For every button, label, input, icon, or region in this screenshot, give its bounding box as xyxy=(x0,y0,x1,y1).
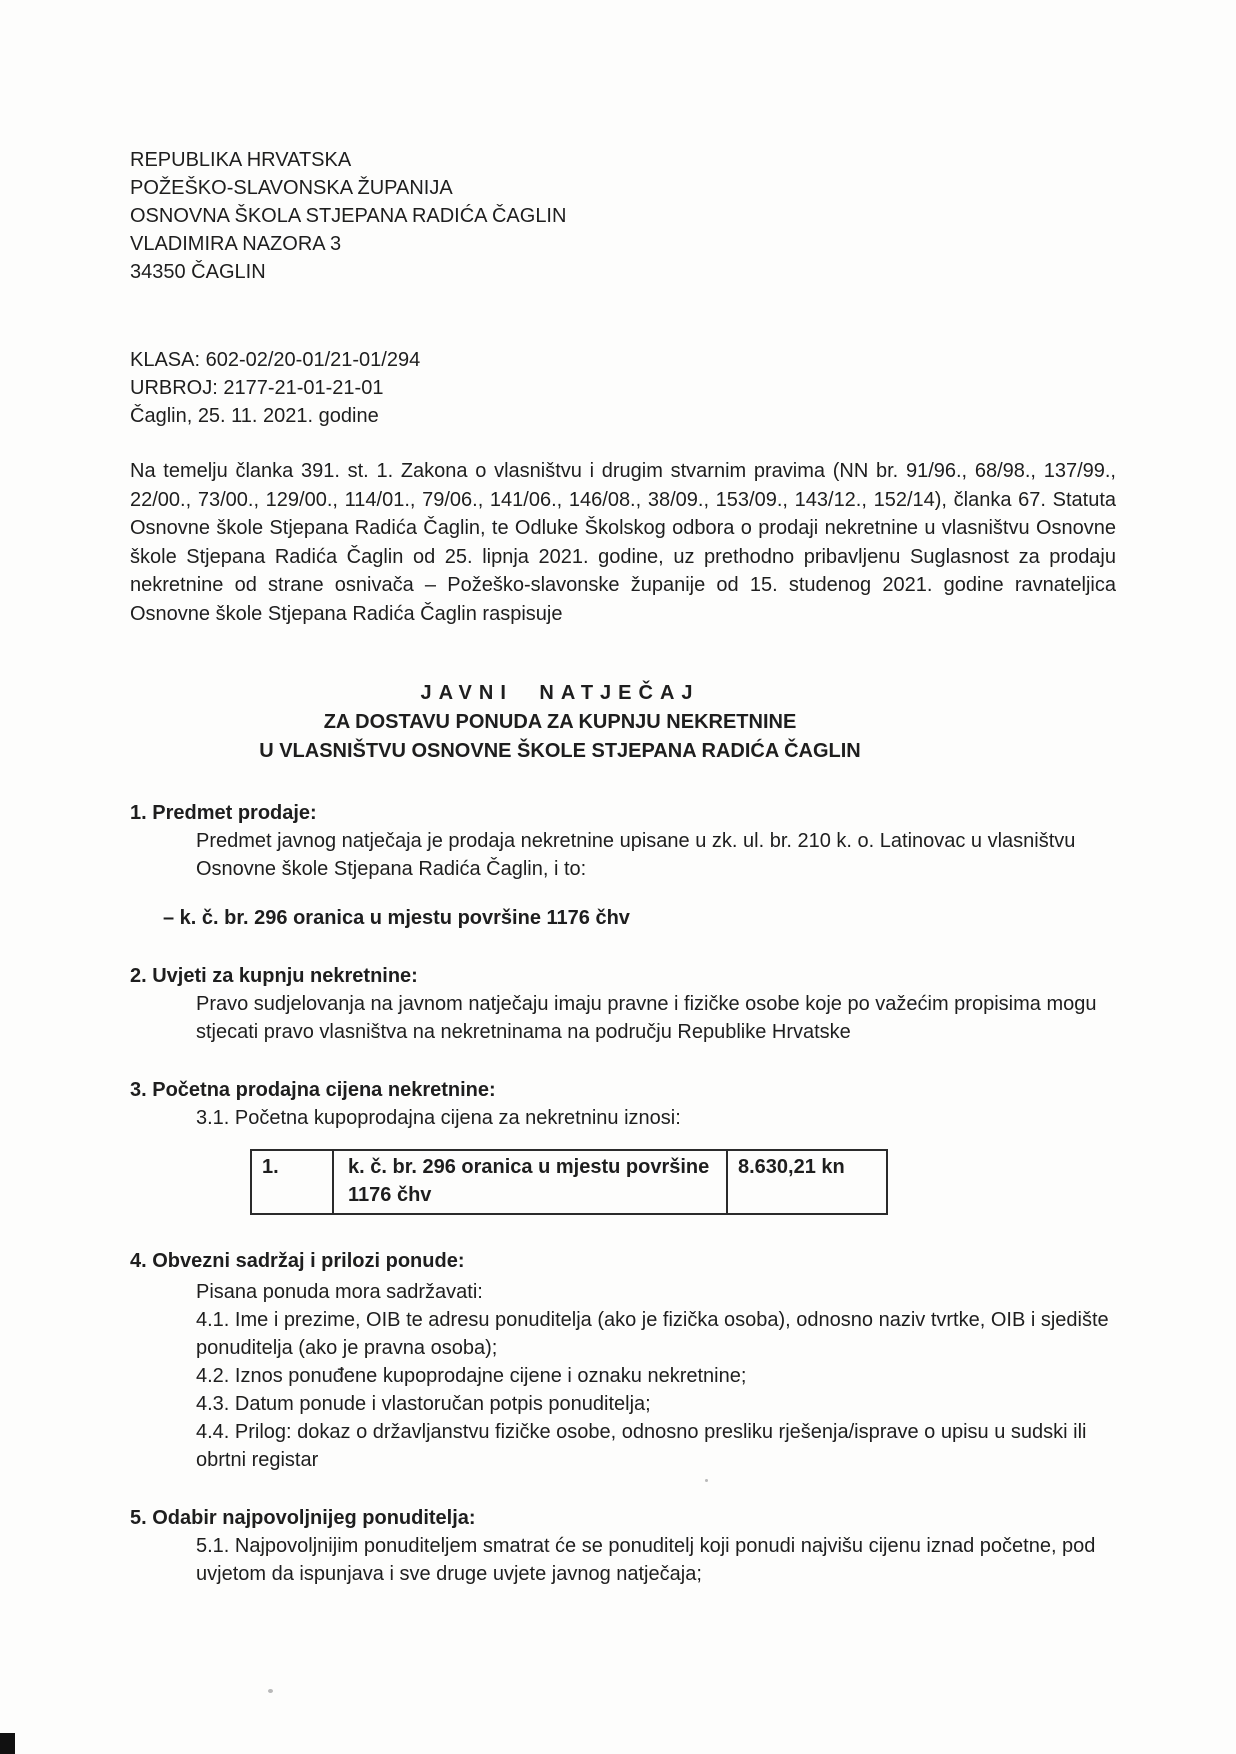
price-table-price: 8.630,21 kn xyxy=(727,1150,887,1214)
section-4-items xyxy=(196,1306,1116,1474)
price-table-row-number: 1. xyxy=(251,1150,333,1214)
price-table-parcel-description: k. č. br. 296 oranica u mjestu površine 1176 čhv xyxy=(333,1150,727,1214)
section-3-heading: 3. Početna prodajna cijena nekretnine: xyxy=(130,1079,496,1101)
header-line-school: OSNOVNA ŠKOLA STJEPANA RADIĆA ČAGLIN xyxy=(130,205,567,227)
scan-speck xyxy=(705,1479,708,1482)
section-5-body: 5.1. Najpovoljnijim ponuditeljem smatrat će se ponuditelj koji ponudi najvišu cijenu iznad početne, pod uvjetom da ispunjava i sve druge uvjete javnog natječaja; xyxy=(196,1535,1096,1585)
urbroj-line: URBROJ: 2177-21-01-21-01 xyxy=(130,377,384,399)
document-subtitle-1: ZA DOSTAVU PONUDA ZA KUPNJU NEKRETNINE xyxy=(323,711,797,733)
section-4-intro: Pisana ponuda mora sadržavati: xyxy=(196,1281,483,1303)
klasa-line: KLASA: 602-02/20-01/21-01/294 xyxy=(130,349,421,371)
section-1-heading: 1. Predmet prodaje: xyxy=(130,802,317,824)
header-line-city: 34350 ČAGLIN xyxy=(130,261,266,283)
section-4-item-2: 4.2. Iznos ponuđene kupoprodajne cijene i oznaku nekretnine; xyxy=(196,1365,747,1387)
section-5-heading: 5. Odabir najpovoljnijeg ponuditelja: xyxy=(130,1507,476,1529)
sender-address-block xyxy=(130,146,1116,286)
section-4-item-3: 4.3. Datum ponude i vlastoručan potpis ponuditelja; xyxy=(196,1393,651,1415)
document-content xyxy=(130,0,1116,1588)
section-3-subitem: 3.1. Početna kupoprodajna cijena za nekretninu iznosi: xyxy=(196,1107,681,1129)
price-table xyxy=(250,1149,888,1215)
section-4-item-1: 4.1. Ime i prezime, OIB te adresu ponuditelja (ako je fizička osoba), odnosno naziv tvrtke, OIB i sjedište ponuditelja (ako je pravna osoba); xyxy=(196,1309,1109,1359)
header-line-country: REPUBLIKA HRVATSKA xyxy=(130,149,352,171)
title-block xyxy=(130,679,990,766)
section-1-parcel-line: – k. č. br. 296 oranica u mjestu površine 1176 čhv xyxy=(163,907,630,929)
place-date-line: Čaglin, 25. 11. 2021. godine xyxy=(130,405,379,427)
scan-speck xyxy=(268,1689,273,1693)
document-title: JAVNI NATJEČAJ xyxy=(420,682,700,704)
price-table-row xyxy=(251,1150,887,1214)
section-2-body: Pravo sudjelovanja na javnom natječaju imaju pravne i fizičke osobe koje po važećim propisima mogu stjecati pravo vlasništva na nekretninama na području Republike Hrvatske xyxy=(196,993,1097,1043)
section-2-heading: 2. Uvjeti za kupnju nekretnine: xyxy=(130,965,418,987)
preamble-paragraph: Na temelju članka 391. st. 1. Zakona o vlasništvu i drugim stvarnim pravima (NN br. 91/96., 68/98., 137/99., 22/00., 73/00., 129/00., 114/01., 79/06., 141/06., 146/08., 38/09., 153/09., 143/12., 152/14), članka 67. Statuta Osnovne škole Stjepana Radića Čaglin, te Odluke Školskog odbora o prodaji nekretnine u vlasništvu Osnovne škole Stjepana Radića Čaglin od 25. lipnja 2021. godine, uz prethodno pribavljenu Suglasnost za prodaju nekretnine od strane osnivača – Požeško-slavonske županije od 15. studenog 2021. godine ravnateljica Osnovne škole Stjepana Radića Čaglin raspisuje xyxy=(130,460,1116,625)
section-4-item-4: 4.4. Prilog: dokaz o državljanstvu fizičke osobe, odnosno presliku rješenja/isprave o upisu u sudski ili obrtni registar xyxy=(196,1421,1087,1471)
document-subtitle-2: U VLASNIŠTVU OSNOVNE ŠKOLE STJEPANA RADIĆA ČAGLIN xyxy=(259,740,861,762)
header-line-county: POŽEŠKO-SLAVONSKA ŽUPANIJA xyxy=(130,177,453,199)
header-line-street: VLADIMIRA NAZORA 3 xyxy=(130,233,342,255)
section-4-heading: 4. Obvezni sadržaj i prilozi ponude: xyxy=(130,1250,465,1272)
reference-block xyxy=(130,346,1116,430)
section-1-body: Predmet javnog natječaja je prodaja nekretnine upisane u zk. ul. br. 210 k. o. Latinovac u vlasništvu Osnovne škole Stjepana Radića Čaglin, i to: xyxy=(196,830,1076,880)
scan-corner-artifact xyxy=(0,1733,15,1754)
